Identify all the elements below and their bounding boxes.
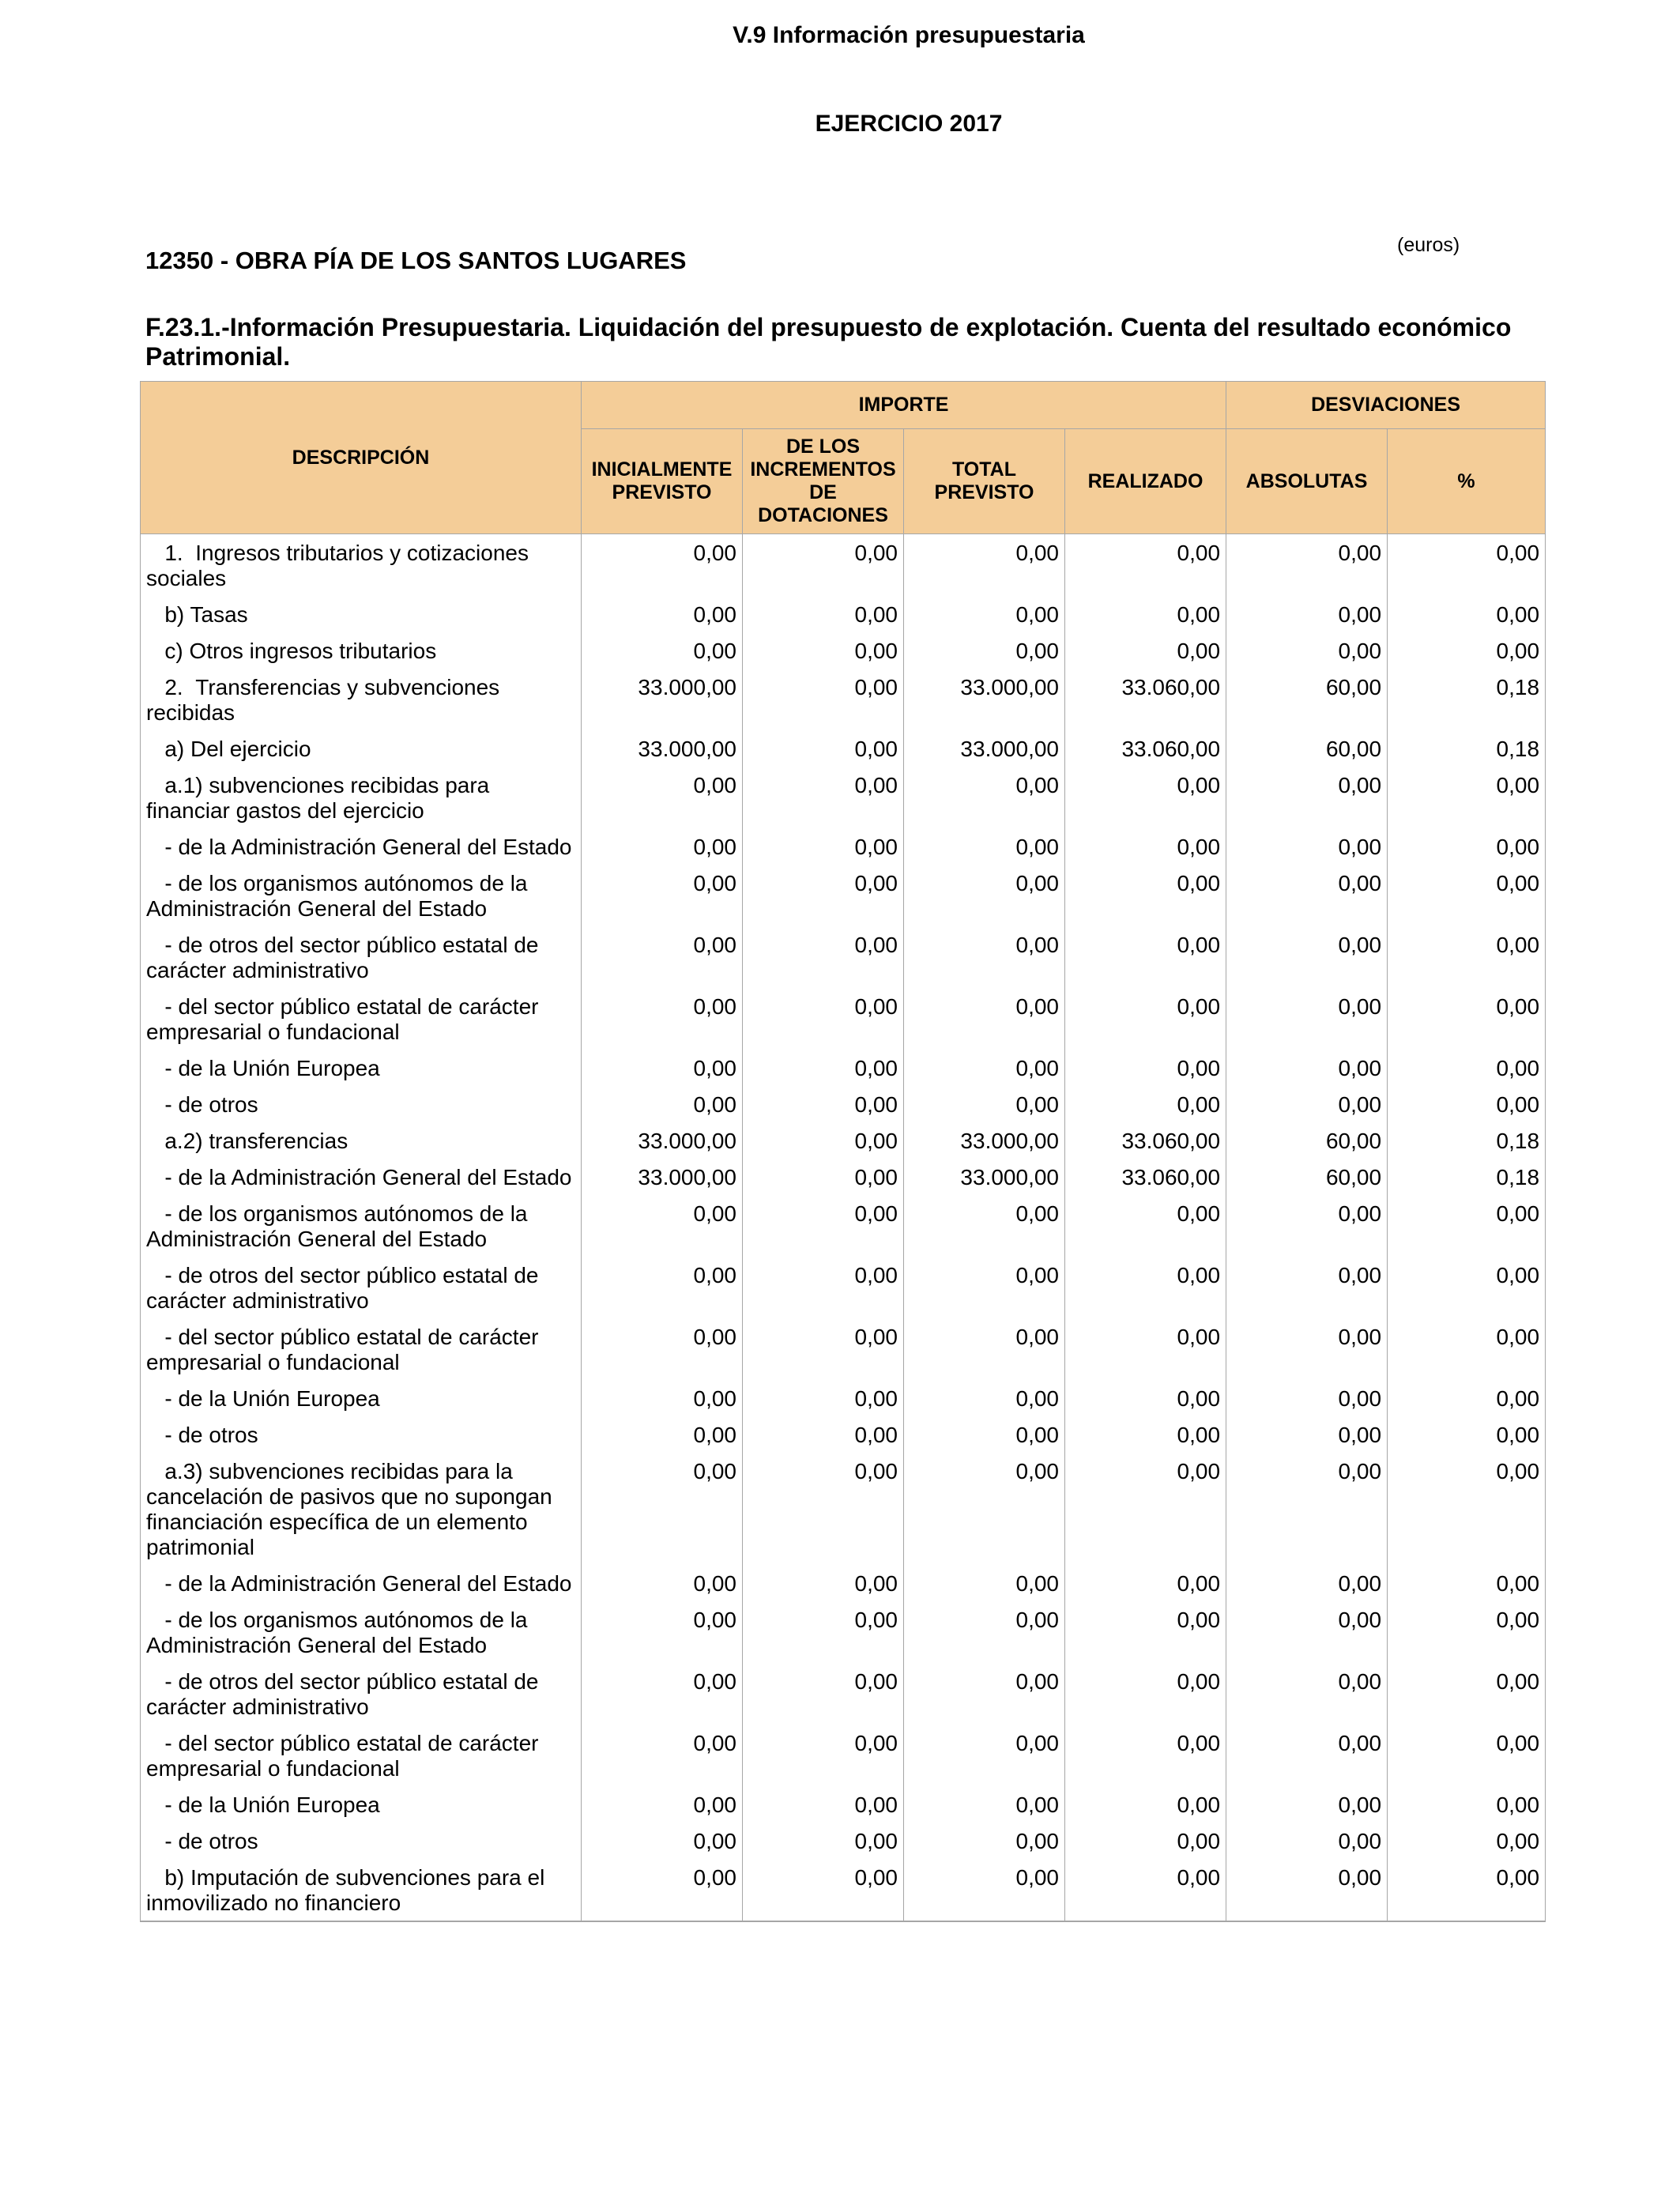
cell-desviacion-absoluta: 0,00 <box>1226 1859 1388 1921</box>
cell-desviacion-absoluta: 0,00 <box>1226 926 1388 988</box>
document-title: V.9 Información presupuestaria <box>733 22 1085 48</box>
cell-total-previsto: 0,00 <box>904 1823 1065 1859</box>
cell-desviacion-porcentaje: 0,00 <box>1388 534 1546 597</box>
row-description: - de otros <box>141 1416 582 1453</box>
cell-realizado: 0,00 <box>1065 1453 1226 1565</box>
cell-desviacion-absoluta: 0,00 <box>1226 632 1388 669</box>
table-row <box>141 1416 1546 1453</box>
cell-desviacion-porcentaje: 0,00 <box>1388 1257 1546 1318</box>
cell-incrementos-dotaciones: 0,00 <box>743 1601 904 1663</box>
table-row <box>141 1257 1546 1318</box>
cell-desviacion-absoluta: 60,00 <box>1226 730 1388 767</box>
cell-total-previsto: 0,00 <box>904 1318 1065 1380</box>
cell-realizado: 0,00 <box>1065 1050 1226 1086</box>
cell-incrementos-dotaciones: 0,00 <box>743 1195 904 1257</box>
table-row <box>141 1453 1546 1565</box>
cell-desviacion-porcentaje: 0,00 <box>1388 596 1546 632</box>
cell-total-previsto: 0,00 <box>904 534 1065 597</box>
cell-incrementos-dotaciones: 0,00 <box>743 926 904 988</box>
cell-realizado: 0,00 <box>1065 1725 1226 1786</box>
cell-inicialmente-previsto: 0,00 <box>582 1050 743 1086</box>
cell-desviacion-porcentaje: 0,18 <box>1388 730 1546 767</box>
cell-desviacion-porcentaje: 0,00 <box>1388 1050 1546 1086</box>
cell-desviacion-absoluta: 0,00 <box>1226 1380 1388 1416</box>
cell-desviacion-absoluta: 0,00 <box>1226 1416 1388 1453</box>
cell-incrementos-dotaciones: 0,00 <box>743 865 904 926</box>
cell-desviacion-porcentaje: 0,00 <box>1388 1195 1546 1257</box>
cell-desviacion-porcentaje: 0,18 <box>1388 669 1546 730</box>
cell-incrementos-dotaciones: 0,00 <box>743 1159 904 1195</box>
cell-desviacion-absoluta: 0,00 <box>1226 1601 1388 1663</box>
table-row <box>141 865 1546 926</box>
cell-inicialmente-previsto: 0,00 <box>582 1416 743 1453</box>
row-description: - de la Unión Europea <box>141 1380 582 1416</box>
table-row <box>141 534 1546 597</box>
cell-desviacion-porcentaje: 0,00 <box>1388 1725 1546 1786</box>
cell-inicialmente-previsto: 0,00 <box>582 1601 743 1663</box>
cell-desviacion-porcentaje: 0,00 <box>1388 767 1546 828</box>
cell-desviacion-absoluta: 0,00 <box>1226 1318 1388 1380</box>
table-row <box>141 632 1546 669</box>
header-absolutas: ABSOLUTAS <box>1226 429 1388 534</box>
cell-incrementos-dotaciones: 0,00 <box>743 1786 904 1823</box>
table-row <box>141 767 1546 828</box>
cell-total-previsto: 33.000,00 <box>904 1122 1065 1159</box>
cell-realizado: 0,00 <box>1065 1823 1226 1859</box>
cell-desviacion-absoluta: 0,00 <box>1226 534 1388 597</box>
cell-incrementos-dotaciones: 0,00 <box>743 1416 904 1453</box>
row-description: - del sector público estatal de carácter empresarial o fundacional <box>141 1725 582 1786</box>
cell-total-previsto: 0,00 <box>904 1257 1065 1318</box>
cell-desviacion-absoluta: 0,00 <box>1226 865 1388 926</box>
cell-realizado: 33.060,00 <box>1065 1159 1226 1195</box>
cell-inicialmente-previsto: 0,00 <box>582 632 743 669</box>
header-incrementos-dotaciones: DE LOS INCREMENTOS DE DOTACIONES <box>743 429 904 534</box>
cell-realizado: 33.060,00 <box>1065 1122 1226 1159</box>
cell-inicialmente-previsto: 0,00 <box>582 1318 743 1380</box>
table-row <box>141 1725 1546 1786</box>
cell-total-previsto: 0,00 <box>904 1565 1065 1601</box>
cell-total-previsto: 0,00 <box>904 596 1065 632</box>
cell-total-previsto: 33.000,00 <box>904 669 1065 730</box>
budget-table <box>140 381 1546 1922</box>
cell-total-previsto: 0,00 <box>904 1380 1065 1416</box>
row-description: - del sector público estatal de carácter empresarial o fundacional <box>141 1318 582 1380</box>
table-row <box>141 669 1546 730</box>
table-row <box>141 1380 1546 1416</box>
row-description: - de otros <box>141 1823 582 1859</box>
cell-total-previsto: 0,00 <box>904 1086 1065 1122</box>
table-row <box>141 1195 1546 1257</box>
cell-desviacion-absoluta: 0,00 <box>1226 1786 1388 1823</box>
cell-total-previsto: 0,00 <box>904 1050 1065 1086</box>
cell-inicialmente-previsto: 0,00 <box>582 988 743 1050</box>
row-description: - de los organismos autónomos de la Administración General del Estado <box>141 1195 582 1257</box>
table-row <box>141 926 1546 988</box>
table-row <box>141 596 1546 632</box>
row-description: - de la Administración General del Estado <box>141 1565 582 1601</box>
cell-inicialmente-previsto: 0,00 <box>582 1453 743 1565</box>
cell-realizado: 0,00 <box>1065 1257 1226 1318</box>
cell-realizado: 0,00 <box>1065 988 1226 1050</box>
cell-desviacion-absoluta: 0,00 <box>1226 1663 1388 1725</box>
cell-incrementos-dotaciones: 0,00 <box>743 1859 904 1921</box>
cell-total-previsto: 0,00 <box>904 767 1065 828</box>
row-description: - de la Unión Europea <box>141 1786 582 1823</box>
cell-desviacion-porcentaje: 0,00 <box>1388 1453 1546 1565</box>
entity-name: 12350 - OBRA PÍA DE LOS SANTOS LUGARES <box>145 247 687 274</box>
cell-desviacion-porcentaje: 0,00 <box>1388 632 1546 669</box>
row-description: - de la Administración General del Estado <box>141 828 582 865</box>
cell-realizado: 0,00 <box>1065 1416 1226 1453</box>
cell-desviacion-porcentaje: 0,18 <box>1388 1159 1546 1195</box>
section-title: F.23.1.-Información Presupuestaria. Liquidación del presupuesto de explotación. Cuenta del resultado económico Patrimonial. <box>145 313 1512 371</box>
currency-units: (euros) <box>1397 234 1460 256</box>
row-description: - de los organismos autónomos de la Administración General del Estado <box>141 1601 582 1663</box>
cell-realizado: 0,00 <box>1065 1601 1226 1663</box>
cell-inicialmente-previsto: 0,00 <box>582 1663 743 1725</box>
cell-realizado: 0,00 <box>1065 1565 1226 1601</box>
header-porcentaje: % <box>1388 429 1546 534</box>
cell-desviacion-porcentaje: 0,00 <box>1388 1318 1546 1380</box>
cell-incrementos-dotaciones: 0,00 <box>743 1122 904 1159</box>
row-description: c) Otros ingresos tributarios <box>141 632 582 669</box>
table-row <box>141 1159 1546 1195</box>
header-descripcion: DESCRIPCIÓN <box>141 382 582 534</box>
cell-realizado: 0,00 <box>1065 1786 1226 1823</box>
cell-desviacion-absoluta: 0,00 <box>1226 1050 1388 1086</box>
cell-inicialmente-previsto: 0,00 <box>582 1195 743 1257</box>
cell-desviacion-absoluta: 0,00 <box>1226 1453 1388 1565</box>
cell-inicialmente-previsto: 0,00 <box>582 828 743 865</box>
cell-desviacion-absoluta: 0,00 <box>1226 1195 1388 1257</box>
cell-realizado: 0,00 <box>1065 1318 1226 1380</box>
cell-total-previsto: 0,00 <box>904 1195 1065 1257</box>
cell-incrementos-dotaciones: 0,00 <box>743 669 904 730</box>
cell-desviacion-porcentaje: 0,00 <box>1388 988 1546 1050</box>
cell-total-previsto: 0,00 <box>904 1453 1065 1565</box>
header-realizado: REALIZADO <box>1065 429 1226 534</box>
cell-incrementos-dotaciones: 0,00 <box>743 1565 904 1601</box>
cell-realizado: 0,00 <box>1065 828 1226 865</box>
table-row <box>141 828 1546 865</box>
cell-desviacion-porcentaje: 0,00 <box>1388 1416 1546 1453</box>
row-description: a.2) transferencias <box>141 1122 582 1159</box>
table-row <box>141 1663 1546 1725</box>
cell-realizado: 0,00 <box>1065 1380 1226 1416</box>
cell-desviacion-porcentaje: 0,00 <box>1388 1601 1546 1663</box>
cell-inicialmente-previsto: 0,00 <box>582 767 743 828</box>
cell-desviacion-absoluta: 0,00 <box>1226 1565 1388 1601</box>
cell-incrementos-dotaciones: 0,00 <box>743 632 904 669</box>
table-row <box>141 1086 1546 1122</box>
fiscal-year: EJERCICIO 2017 <box>815 111 1003 137</box>
cell-realizado: 0,00 <box>1065 596 1226 632</box>
cell-desviacion-absoluta: 0,00 <box>1226 1823 1388 1859</box>
cell-incrementos-dotaciones: 0,00 <box>743 1663 904 1725</box>
table-row <box>141 1050 1546 1086</box>
cell-total-previsto: 33.000,00 <box>904 730 1065 767</box>
cell-incrementos-dotaciones: 0,00 <box>743 988 904 1050</box>
row-description: a.1) subvenciones recibidas para financiar gastos del ejercicio <box>141 767 582 828</box>
cell-realizado: 0,00 <box>1065 534 1226 597</box>
cell-desviacion-absoluta: 0,00 <box>1226 1725 1388 1786</box>
cell-desviacion-porcentaje: 0,00 <box>1388 828 1546 865</box>
cell-incrementos-dotaciones: 0,00 <box>743 1725 904 1786</box>
cell-desviacion-absoluta: 0,00 <box>1226 1086 1388 1122</box>
cell-desviacion-porcentaje: 0,00 <box>1388 1380 1546 1416</box>
row-description: - de la Unión Europea <box>141 1050 582 1086</box>
cell-total-previsto: 0,00 <box>904 988 1065 1050</box>
header-inicialmente-previsto: INICIALMENTE PREVISTO <box>582 429 743 534</box>
cell-desviacion-porcentaje: 0,00 <box>1388 1086 1546 1122</box>
cell-incrementos-dotaciones: 0,00 <box>743 1257 904 1318</box>
cell-desviacion-absoluta: 0,00 <box>1226 596 1388 632</box>
cell-desviacion-porcentaje: 0,00 <box>1388 1786 1546 1823</box>
cell-total-previsto: 0,00 <box>904 1601 1065 1663</box>
cell-desviacion-porcentaje: 0,18 <box>1388 1122 1546 1159</box>
cell-inicialmente-previsto: 0,00 <box>582 865 743 926</box>
cell-desviacion-porcentaje: 0,00 <box>1388 926 1546 988</box>
cell-inicialmente-previsto: 0,00 <box>582 596 743 632</box>
cell-inicialmente-previsto: 33.000,00 <box>582 730 743 767</box>
table-row <box>141 988 1546 1050</box>
table-row <box>141 1823 1546 1859</box>
cell-incrementos-dotaciones: 0,00 <box>743 1318 904 1380</box>
cell-total-previsto: 0,00 <box>904 1663 1065 1725</box>
cell-desviacion-porcentaje: 0,00 <box>1388 1823 1546 1859</box>
row-description: a.3) subvenciones recibidas para la cancelación de pasivos que no supongan financiación específica de un elemento patrimonial <box>141 1453 582 1565</box>
header-importe: IMPORTE <box>582 382 1226 429</box>
cell-desviacion-porcentaje: 0,00 <box>1388 1663 1546 1725</box>
cell-incrementos-dotaciones: 0,00 <box>743 1380 904 1416</box>
cell-incrementos-dotaciones: 0,00 <box>743 767 904 828</box>
cell-inicialmente-previsto: 0,00 <box>582 1565 743 1601</box>
cell-incrementos-dotaciones: 0,00 <box>743 1823 904 1859</box>
budget-table-body <box>141 534 1546 1922</box>
cell-total-previsto: 0,00 <box>904 1725 1065 1786</box>
cell-inicialmente-previsto: 0,00 <box>582 1086 743 1122</box>
table-row <box>141 1122 1546 1159</box>
row-description: - de otros del sector público estatal de carácter administrativo <box>141 1663 582 1725</box>
row-description: - de la Administración General del Estado <box>141 1159 582 1195</box>
row-description: - de otros del sector público estatal de carácter administrativo <box>141 926 582 988</box>
cell-desviacion-absoluta: 0,00 <box>1226 1257 1388 1318</box>
cell-desviacion-porcentaje: 0,00 <box>1388 1565 1546 1601</box>
table-row <box>141 730 1546 767</box>
cell-total-previsto: 0,00 <box>904 865 1065 926</box>
cell-total-previsto: 0,00 <box>904 1859 1065 1921</box>
cell-realizado: 0,00 <box>1065 1195 1226 1257</box>
table-row <box>141 1318 1546 1380</box>
cell-incrementos-dotaciones: 0,00 <box>743 596 904 632</box>
cell-realizado: 0,00 <box>1065 1859 1226 1921</box>
cell-realizado: 0,00 <box>1065 926 1226 988</box>
cell-realizado: 33.060,00 <box>1065 730 1226 767</box>
row-description: 1. Ingresos tributarios y cotizaciones sociales <box>141 534 582 597</box>
header-total-previsto: TOTAL PREVISTO <box>904 429 1065 534</box>
cell-inicialmente-previsto: 33.000,00 <box>582 669 743 730</box>
cell-total-previsto: 33.000,00 <box>904 1159 1065 1195</box>
cell-realizado: 33.060,00 <box>1065 669 1226 730</box>
row-description: 2. Transferencias y subvenciones recibidas <box>141 669 582 730</box>
cell-incrementos-dotaciones: 0,00 <box>743 1050 904 1086</box>
cell-inicialmente-previsto: 0,00 <box>582 926 743 988</box>
row-description: - de otros <box>141 1086 582 1122</box>
cell-inicialmente-previsto: 0,00 <box>582 1380 743 1416</box>
row-description: b) Imputación de subvenciones para el inmovilizado no financiero <box>141 1859 582 1921</box>
table-row <box>141 1601 1546 1663</box>
cell-inicialmente-previsto: 33.000,00 <box>582 1122 743 1159</box>
cell-total-previsto: 0,00 <box>904 828 1065 865</box>
row-description: b) Tasas <box>141 596 582 632</box>
cell-desviacion-absoluta: 60,00 <box>1226 1159 1388 1195</box>
cell-total-previsto: 0,00 <box>904 1786 1065 1823</box>
cell-realizado: 0,00 <box>1065 865 1226 926</box>
cell-incrementos-dotaciones: 0,00 <box>743 1453 904 1565</box>
cell-inicialmente-previsto: 0,00 <box>582 534 743 597</box>
cell-desviacion-absoluta: 0,00 <box>1226 988 1388 1050</box>
cell-desviacion-porcentaje: 0,00 <box>1388 1859 1546 1921</box>
cell-realizado: 0,00 <box>1065 1663 1226 1725</box>
table-row <box>141 1859 1546 1921</box>
cell-incrementos-dotaciones: 0,00 <box>743 534 904 597</box>
cell-incrementos-dotaciones: 0,00 <box>743 828 904 865</box>
cell-total-previsto: 0,00 <box>904 1416 1065 1453</box>
cell-inicialmente-previsto: 0,00 <box>582 1859 743 1921</box>
cell-realizado: 0,00 <box>1065 767 1226 828</box>
table-row <box>141 1565 1546 1601</box>
cell-inicialmente-previsto: 0,00 <box>582 1257 743 1318</box>
cell-desviacion-porcentaje: 0,00 <box>1388 865 1546 926</box>
row-description: - del sector público estatal de carácter empresarial o fundacional <box>141 988 582 1050</box>
cell-inicialmente-previsto: 0,00 <box>582 1725 743 1786</box>
row-description: - de otros del sector público estatal de carácter administrativo <box>141 1257 582 1318</box>
cell-desviacion-absoluta: 0,00 <box>1226 828 1388 865</box>
row-description: a) Del ejercicio <box>141 730 582 767</box>
cell-inicialmente-previsto: 0,00 <box>582 1823 743 1859</box>
row-description: - de los organismos autónomos de la Administración General del Estado <box>141 865 582 926</box>
cell-realizado: 0,00 <box>1065 632 1226 669</box>
cell-inicialmente-previsto: 33.000,00 <box>582 1159 743 1195</box>
cell-desviacion-absoluta: 60,00 <box>1226 669 1388 730</box>
cell-incrementos-dotaciones: 0,00 <box>743 730 904 767</box>
header-desviaciones: DESVIACIONES <box>1226 382 1546 429</box>
cell-total-previsto: 0,00 <box>904 926 1065 988</box>
cell-realizado: 0,00 <box>1065 1086 1226 1122</box>
cell-inicialmente-previsto: 0,00 <box>582 1786 743 1823</box>
cell-desviacion-absoluta: 60,00 <box>1226 1122 1388 1159</box>
cell-total-previsto: 0,00 <box>904 632 1065 669</box>
cell-incrementos-dotaciones: 0,00 <box>743 1086 904 1122</box>
table-row <box>141 1786 1546 1823</box>
cell-desviacion-absoluta: 0,00 <box>1226 767 1388 828</box>
